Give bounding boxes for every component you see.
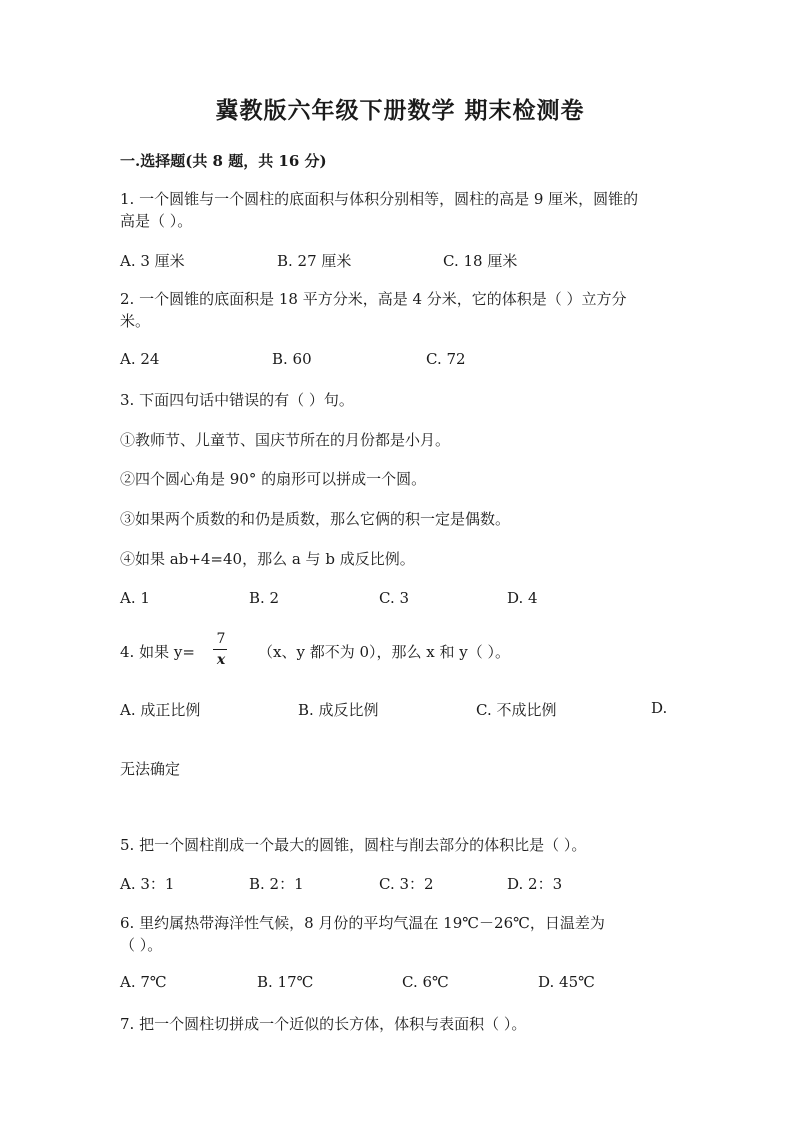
question-3-statement-3: ③如果两个质数的和仍是质数，那么它俩的积一定是偶数。	[120, 510, 511, 528]
question-4-option-d-text: 无法确定	[120, 760, 181, 778]
question-3-option-c: C. 3	[379, 589, 410, 607]
question-4-option-c: C. 不成比例	[476, 701, 557, 719]
fraction-numerator: 7	[216, 631, 226, 647]
question-2-line-2: 米。	[120, 312, 151, 330]
section-heading: 一.选择题(共 8 题，共 16 分)	[120, 152, 327, 170]
fraction-7-over-x	[213, 632, 229, 667]
question-5-option-a: A. 3：1	[120, 875, 175, 893]
question-1-line-1: 1. 一个圆锥与一个圆柱的底面积与体积分别相等，圆柱的高是 9 厘米，圆锥的	[120, 190, 639, 208]
question-4-option-b: B. 成反比例	[298, 701, 379, 719]
question-3-statement-1: ①教师节、儿童节、国庆节所在的月份都是小月。	[120, 431, 451, 449]
fraction-bar	[213, 649, 227, 650]
question-7-line-1: 7. 把一个圆柱切拼成一个近似的长方体，体积与表面积（ ）。	[120, 1015, 527, 1033]
question-1-line-2: 高是（ ）。	[120, 212, 193, 230]
question-4-prefix: 4. 如果 y=	[120, 643, 195, 661]
question-3-option-d: D. 4	[507, 589, 538, 607]
question-6-option-a: A. 7℃	[120, 973, 167, 991]
question-5-option-d: D. 2：3	[507, 875, 563, 893]
question-4-suffix: （x、y 都不为 0），那么 x 和 y（ ）。	[258, 643, 511, 661]
question-3-statement-4: ④如果 ab+4=40，那么 a 与 b 成反比例。	[120, 550, 415, 568]
question-6-line-1: 6. 里约属热带海洋性气候，8 月份的平均气温在 19℃－26℃，日温差为	[120, 914, 605, 932]
question-6-option-d: D. 45℃	[538, 973, 595, 991]
question-2-option-a: A. 24	[120, 350, 160, 368]
question-6-line-2: （ ）。	[120, 936, 163, 954]
question-5-line-1: 5. 把一个圆柱削成一个最大的圆锥，圆柱与削去部分的体积比是（ ）。	[120, 836, 587, 854]
page-title: 冀教版六年级下册数学 期末检测卷	[215, 97, 585, 124]
question-4-option-a: A. 成正比例	[120, 701, 201, 719]
question-3-line-1: 3. 下面四句话中错误的有（ ）句。	[120, 391, 354, 409]
question-2-option-b: B. 60	[272, 350, 312, 368]
fraction-denominator: x	[216, 652, 226, 668]
question-3-option-b: B. 2	[249, 589, 280, 607]
question-3-statement-2: ②四个圆心角是 90° 的扇形可以拼成一个圆。	[120, 470, 427, 488]
question-3-option-a: A. 1	[120, 589, 150, 607]
question-2-option-c: C. 72	[426, 350, 466, 368]
question-4-option-d: D.	[651, 699, 668, 717]
question-5-option-b: B. 2：1	[249, 875, 304, 893]
question-6-option-c: C. 6℃	[402, 973, 449, 991]
question-6-option-b: B. 17℃	[257, 973, 314, 991]
question-2-line-1: 2. 一个圆锥的底面积是 18 平方分米，高是 4 分米，它的体积是（ ）立方分	[120, 290, 627, 308]
question-1-option-c: C. 18 厘米	[443, 252, 518, 270]
question-1-option-b: B. 27 厘米	[277, 252, 352, 270]
question-1-option-a: A. 3 厘米	[120, 252, 185, 270]
question-5-option-c: C. 3：2	[379, 875, 434, 893]
